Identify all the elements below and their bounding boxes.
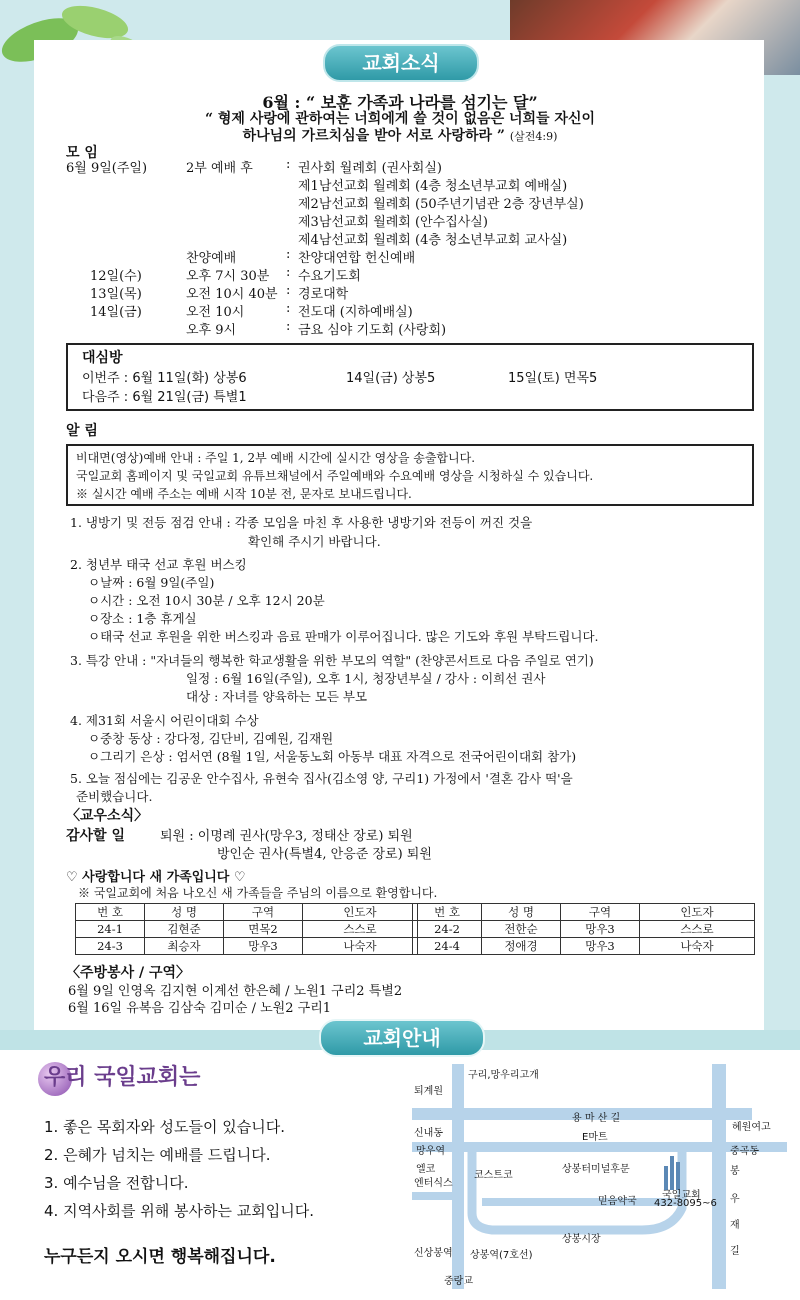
notice-line: ㅇ그리기 은상 : 엄서연 (8월 1일, 서울동노회 아동부 대표 자격으로 전국어린이대회 참가): [88, 749, 577, 764]
map-label: 엔터식스: [414, 1178, 453, 1189]
cell: 망우3: [224, 938, 303, 955]
map-label: 상봉역(7호선): [470, 1250, 533, 1261]
table-row: [413, 904, 755, 921]
verse-line-1: “ 형제 사랑에 관하여는 너희에게 쓸 것이 없음은 너희들 자신이: [204, 111, 596, 127]
map-label: 믿음약국: [598, 1196, 637, 1207]
map-label: 혜원여고: [732, 1122, 771, 1133]
notice-line: 대상 : 자녀를 양육하는 모든 부모: [186, 689, 368, 704]
meetings-title: 모 임: [66, 145, 98, 161]
table-row: [413, 938, 755, 955]
meeting-date: 14일(금): [90, 305, 142, 320]
notice-line: 5. 오늘 점심에는 김공운 안수집사, 유현숙 집사(김소영 양, 구리1) 가정에서 '결혼 감사 떡'을: [70, 771, 573, 786]
map-label: 상봉시장: [562, 1234, 601, 1245]
notice-line: ㅇ중창 동상 : 강다정, 김단비, 김예원, 김재원: [88, 731, 334, 746]
cell: 24-2: [413, 921, 482, 938]
cell: 면목2: [224, 921, 303, 938]
map-label: 퇴계원: [414, 1086, 443, 1097]
online-line: ※ 실시간 예배 주소는 예배 시작 10분 전, 문자로 보내드립니다.: [76, 487, 412, 501]
notice-line: 2. 청년부 태국 선교 후원 버스킹: [70, 557, 247, 572]
new-family-title: ♡ 사랑합니다 새 가족입니다 ♡: [66, 870, 246, 885]
notice-line: ㅇ태국 선교 후원을 위한 버스킹과 음료 판매가 이루어집니다. 많은 기도와 후원 부탁드립니다.: [88, 629, 599, 644]
cell: 김현준: [145, 921, 224, 938]
cell: 망우3: [561, 938, 640, 955]
church-news-title: 교회소식: [323, 44, 479, 82]
notices-title: 알 림: [66, 423, 98, 439]
meeting-desc: 제4남선교회 월례회 (4층 청소년부교회 교사실): [298, 233, 568, 248]
map-label: 국일교회: [662, 1190, 701, 1201]
notice-line: 준비했습니다.: [76, 789, 153, 804]
kitchen-title: 〈주방봉사 / 구역〉: [66, 965, 191, 981]
header-cell: 인도자: [640, 904, 755, 921]
header-cell: 번 호: [76, 904, 145, 921]
map-label: 432-8095~6: [654, 1198, 717, 1209]
meeting-sep: :: [286, 301, 291, 316]
map-label: 코스트코: [474, 1170, 513, 1181]
notice-line: 3. 특강 안내 : "자녀들의 행복한 학교생활을 위한 부모의 역할" (찬양콘서트로 다음 주일로 연기): [70, 653, 594, 668]
cell: 스스로: [303, 921, 418, 938]
cell: 전한순: [482, 921, 561, 938]
cell: 스스로: [640, 921, 755, 938]
meeting-sep: :: [286, 319, 291, 334]
online-worship-box: [66, 444, 754, 506]
verse-line-2: 하나님의 가르치심을 받아 서로 사랑하라 ” (살전4:9): [242, 128, 558, 144]
this-week-2: 14일(금) 상봉5: [346, 371, 436, 386]
table-row: [76, 904, 418, 921]
map-label: 재: [730, 1220, 740, 1231]
meeting-desc: 제1남선교회 월례회 (4층 청소년부교회 예배실): [298, 179, 568, 194]
meeting-date: 12일(수): [90, 269, 142, 284]
church-guide-title: 교회안내: [319, 1019, 485, 1057]
meeting-date: 13일(목): [90, 287, 142, 302]
notice-line: ㅇ장소 : 1층 휴게실: [88, 611, 197, 626]
map-label: 엘코: [416, 1164, 436, 1175]
table-row: [413, 921, 755, 938]
next-week: 다음주 : 6월 21일(금) 특별1: [82, 390, 247, 405]
map-label: 중랑교: [444, 1276, 473, 1287]
notice-line: 4. 제31회 서울시 어린이대회 수상: [70, 713, 259, 728]
online-line: 국일교회 홈페이지 및 국일교회 유튜브채널에서 주일예배와 수요예배 영상을 시청하실 수 있습니다.: [76, 469, 594, 483]
header-cell: 성 명: [482, 904, 561, 921]
guide-item: 3. 예수님을 전합니다.: [44, 1174, 189, 1192]
visitation-box: [66, 343, 754, 411]
cell: 24-3: [76, 938, 145, 955]
map-label: 길: [730, 1246, 740, 1257]
map-label: 봉: [730, 1166, 740, 1177]
meeting-sep: :: [286, 247, 291, 262]
map-label: 신내동: [414, 1128, 443, 1139]
notice-line: 일정 : 6월 16일(주일), 오후 1시, 청장년부실 / 강사 : 이희선 권사: [186, 671, 546, 686]
new-family-note: ※ 국일교회에 처음 나오신 새 가족들을 주님의 이름으로 환영합니다.: [78, 886, 438, 900]
guide-final: 누구든지 오시면 행복해집니다.: [44, 1247, 276, 1267]
meeting-date: 6월 9일(주일): [66, 161, 148, 176]
guide-item: 4. 지역사회를 위해 봉사하는 교회입니다.: [44, 1202, 314, 1220]
notice-line: 1. 냉방기 및 전등 점검 안내 : 각종 모임을 마친 후 사용한 냉방기와 전등이 꺼진 것을: [70, 515, 533, 530]
members-title: 〈교우소식〉: [66, 808, 149, 824]
meeting-desc: 수요기도회: [298, 269, 361, 284]
map-label: 구리,망우리고개: [468, 1070, 539, 1081]
cell: 정애경: [482, 938, 561, 955]
header-cell: 번 호: [413, 904, 482, 921]
meeting-desc: 제3남선교회 월례회 (안수집사실): [298, 215, 488, 230]
thanks-line: 퇴원 : 이명례 권사(망우3, 정태산 장로) 퇴원: [160, 829, 413, 844]
new-family-table-left: [75, 903, 418, 955]
map-label: 중곡동: [730, 1146, 759, 1157]
map-label: 신상봉역: [414, 1248, 453, 1259]
meeting-sep: :: [286, 265, 291, 280]
map-label: 용 마 산 길: [572, 1113, 621, 1124]
map-label: E마트: [582, 1132, 608, 1143]
meeting-time: 오후 9시: [186, 323, 237, 338]
visitation-title: 대심방: [82, 350, 123, 366]
cell: 망우3: [561, 921, 640, 938]
meeting-time: 오전 10시 40분: [186, 287, 278, 302]
kitchen-line: 6월 16일 유복음 김삼숙 김미순 / 노원2 구리1: [68, 1001, 332, 1016]
header-cell: 구역: [561, 904, 640, 921]
meeting-time: 찬양예배: [186, 251, 237, 266]
thanks-line: 방인순 권사(특별4, 안응준 장로) 퇴원: [217, 847, 432, 862]
notice-line: ㅇ시간 : 오전 10시 30분 / 오후 12시 20분: [88, 593, 325, 608]
new-family-table-right: [412, 903, 755, 955]
header-cell: 성 명: [145, 904, 224, 921]
this-week-3: 15일(토) 면목5: [508, 371, 598, 386]
notice-line: 확인해 주시기 바랍니다.: [248, 534, 381, 549]
location-map: [412, 1058, 792, 1294]
map-label: 우: [730, 1194, 740, 1205]
month-theme: 6월 : “ 보훈 가족과 나라를 섬기는 달”: [262, 93, 538, 112]
meeting-desc: 경로대학: [298, 287, 349, 302]
meeting-time: 2부 예배 후: [186, 161, 253, 176]
meeting-desc: 권사회 월례회 (권사회실): [298, 161, 442, 176]
guide-heading: 우리 국일교회는: [44, 1065, 201, 1090]
header-cell: 구역: [224, 904, 303, 921]
meeting-sep: :: [286, 283, 291, 298]
notice-line: ㅇ날짜 : 6월 9일(주일): [88, 575, 215, 590]
map-label: 상봉터미널후문: [562, 1164, 630, 1175]
cell: 24-1: [76, 921, 145, 938]
table-row: [76, 921, 418, 938]
guide-item: 1. 좋은 목회자와 성도들이 있습니다.: [44, 1118, 286, 1136]
cell: 24-4: [413, 938, 482, 955]
meeting-desc: 금요 심야 기도회 (사랑회): [298, 323, 447, 338]
table-row: [76, 938, 418, 955]
meeting-desc: 제2남선교회 월례회 (50주년기념관 2층 장년부실): [298, 197, 584, 212]
kitchen-line: 6월 9일 인영옥 김지현 이계선 한은혜 / 노원1 구리2 특별2: [68, 984, 403, 999]
meeting-desc: 찬양대연합 헌신예배: [298, 251, 416, 266]
meeting-desc: 전도대 (지하예배실): [298, 305, 413, 320]
cell: 최승자: [145, 938, 224, 955]
thanks-label: 감사할 일: [66, 828, 125, 844]
meeting-time: 오후 7시 30분: [186, 269, 270, 284]
cell: 나숙자: [303, 938, 418, 955]
meeting-sep: :: [286, 157, 291, 172]
map-label: 망우역: [416, 1146, 445, 1157]
this-week: 이번주 : 6월 11일(화) 상봉6: [82, 371, 247, 386]
online-line: 비대면(영상)예배 안내 : 주일 1, 2부 예배 시간에 실시간 영상을 송출합니다.: [76, 451, 476, 465]
guide-item: 2. 은혜가 넘치는 예배를 드립니다.: [44, 1146, 271, 1164]
meeting-time: 오전 10시: [186, 305, 245, 320]
cell: 나숙자: [640, 938, 755, 955]
header-cell: 인도자: [303, 904, 418, 921]
